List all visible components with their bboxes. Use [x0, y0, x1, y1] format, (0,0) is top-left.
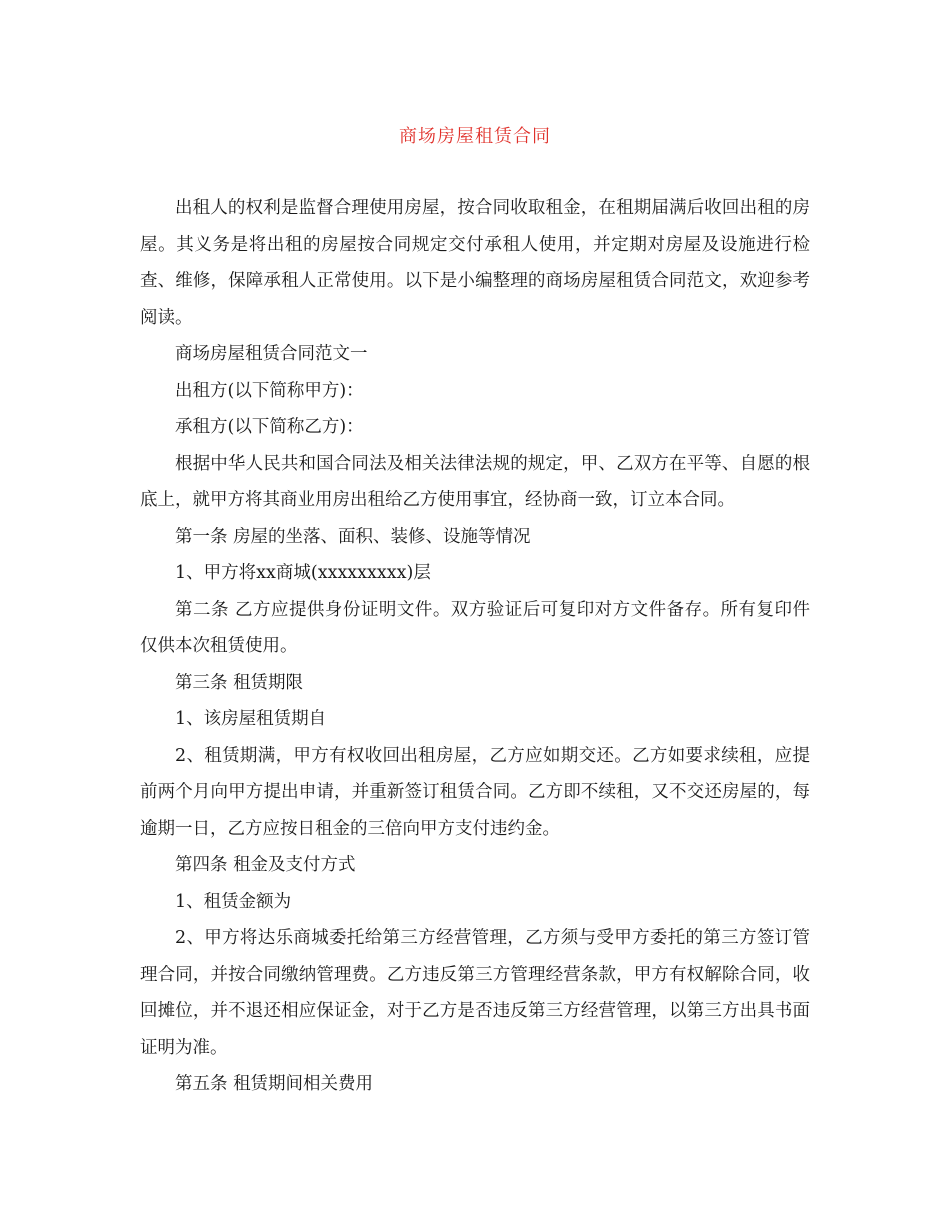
article-1-heading: 第一条 房屋的坐落、面积、装修、设施等情况: [175, 526, 531, 547]
article-2-paragraph: 第二条 乙方应提供身份证明文件。双方验证后可复印对方文件备存。所有复印件仅供本次租赁使用。: [140, 599, 810, 656]
article-5-heading: 第五条 租赁期间相关费用: [175, 1074, 374, 1094]
article-4-item-2: 2、甲方将达乐商城委托给第三方经营管理，乙方须与受甲方委托的第三方签订管理合同，并按合同缴纳管理费。乙方违反第三方管理经营条款，甲方有权解除合同，收回摊位，并不退还相应保证金，对于乙方是否违反第三方经营管理，以第三方出具书面证明为准。: [140, 928, 810, 1058]
lessor-line: 出租方(以下简称甲方)：: [175, 380, 364, 401]
article-1-item-1: 1、甲方将xx商城(xxxxxxxxx)层: [175, 563, 431, 583]
legal-basis-paragraph: 根据中华人民共和国合同法及相关法律法规的规定，甲、乙双方在平等、自愿的根底上，就甲方将其商业用房出租给乙方使用事宜，经协商一致，订立本合同。: [140, 453, 810, 510]
article-3-item-1: 1、该房屋租赁期自: [175, 709, 327, 729]
article-3-heading: 第三条 租赁期限: [175, 672, 304, 693]
intro-paragraph: 出租人的权利是监督合理使用房屋，按合同收取租金，在租期届满后收回出租的房屋。其义务是将出租的房屋按合同规定交付承租人使用，并定期对房屋及设施进行检查、维修，保障承租人正常使用。以下是小编整理的商场房屋租赁合同范文，欢迎参考阅读。: [140, 198, 810, 328]
document-body: [140, 190, 810, 1103]
lessee-line: 承租方(以下简称乙方)：: [175, 417, 364, 437]
document-title: 商场房屋租赁合同: [399, 126, 551, 147]
article-4-item-1: 1、租赁金额为: [175, 891, 292, 912]
sample-heading: 商场房屋租赁合同范文一: [175, 344, 368, 364]
article-3-item-2: 2、租赁期满，甲方有权收回出租房屋，乙方应如期交还。乙方如要求续租，应提前两个月向甲方提出申请，并重新签订租赁合同。乙方即不续租，又不交还房屋的，每逾期一日，乙方应按日租金的三倍向甲方支付违约金。: [140, 745, 810, 839]
article-4-heading: 第四条 租金及支付方式: [175, 855, 356, 875]
